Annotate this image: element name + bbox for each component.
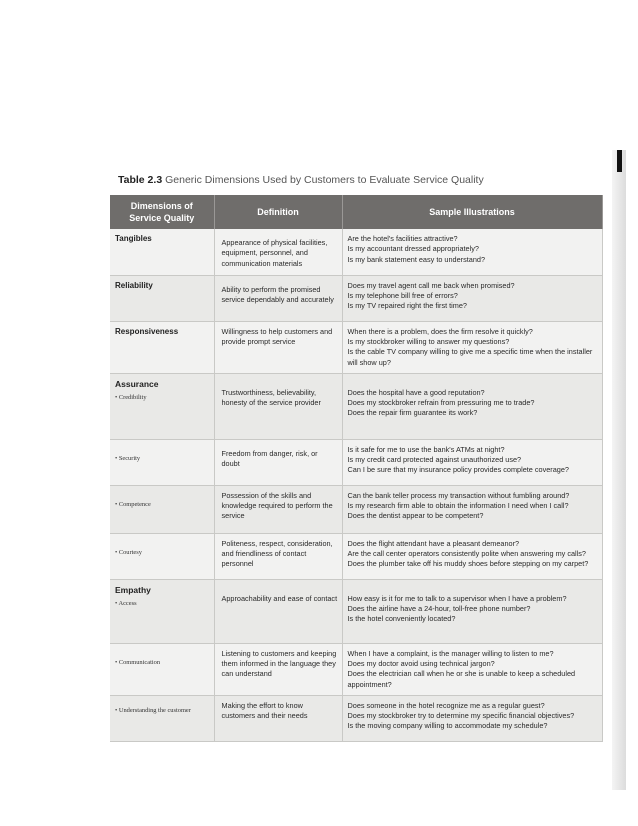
illustrations-cell bbox=[342, 643, 602, 695]
dimension-sub-label: • Communication bbox=[115, 658, 161, 666]
table-header-row bbox=[110, 195, 602, 229]
illustration-item: Is my TV repaired right the first time? bbox=[347, 301, 467, 311]
dimension-label: Reliability bbox=[115, 280, 153, 290]
dimension-label: Responsiveness bbox=[115, 326, 179, 336]
document-page bbox=[108, 174, 610, 742]
illustration-item: Does the flight attendant have a pleasant demeanor? bbox=[347, 538, 520, 548]
table-caption bbox=[118, 174, 610, 186]
dimension-group-label: Empathy bbox=[115, 584, 151, 595]
table-row bbox=[110, 643, 602, 695]
dimension-sub-label: • Understanding the customer bbox=[115, 706, 191, 714]
table-row bbox=[110, 373, 602, 439]
illustration-item: When I have a complaint, is the manager willing to listen to me? bbox=[347, 648, 554, 658]
illustration-item: Are the hotel's facilities attractive? bbox=[347, 234, 458, 243]
illustrations-cell bbox=[342, 695, 602, 741]
illustration-item: Does my stockbroker try to determine my specific financial objectives? bbox=[347, 710, 575, 720]
table-title: Generic Dimensions Used by Customers to Evaluate Service Quality bbox=[165, 174, 484, 186]
illustrations-cell bbox=[342, 439, 602, 485]
dimension-cell bbox=[110, 485, 214, 533]
illustrations-cell bbox=[342, 373, 602, 439]
definition-cell: Appearance of physical facilities, equipment, personnel, and communication materials bbox=[214, 229, 342, 275]
dimension-sub-label: • Security bbox=[115, 454, 141, 462]
definition-cell: Approachability and ease of contact bbox=[214, 579, 342, 643]
illustration-item: Is my credit card protected against unauthorized use? bbox=[347, 454, 522, 464]
definition-cell: Possession of the skills and knowledge required to perform the service bbox=[214, 485, 342, 533]
illustrations-cell bbox=[342, 321, 602, 373]
definition-cell: Freedom from danger, risk, or doubt bbox=[214, 439, 342, 485]
dimension-cell bbox=[110, 643, 214, 695]
table-row bbox=[110, 533, 602, 579]
header-illustrations: Sample Illustrations bbox=[342, 195, 602, 229]
illustration-item: Does the hospital have a good reputation? bbox=[347, 387, 485, 397]
illustration-item: Does my stockbroker refrain from pressuring me to trade? bbox=[347, 397, 535, 407]
illustration-item: Is my research firm able to obtain the information I need when I call? bbox=[347, 500, 569, 510]
illustration-item: Does the repair firm guarantee its work? bbox=[347, 408, 478, 418]
definition-cell: Listening to customers and keeping them informed in the language they can understand bbox=[214, 643, 342, 695]
illustration-item: Does the electrician call when he or she is unable to keep a scheduled appointment? bbox=[347, 669, 576, 689]
table-row bbox=[110, 579, 602, 643]
illustration-item: Is my bank statement easy to understand? bbox=[347, 254, 486, 264]
table-row bbox=[110, 439, 602, 485]
illustrations-cell bbox=[342, 533, 602, 579]
definition-cell: Making the effort to know customers and their needs bbox=[214, 695, 342, 741]
illustration-item: Does the dentist appear to be competent? bbox=[347, 511, 484, 521]
illustration-item: Can the bank teller process my transaction without fumbling around? bbox=[347, 490, 570, 500]
table-row bbox=[110, 695, 602, 741]
illustration-item: Does the airline have a 24-hour, toll-free phone number? bbox=[347, 603, 531, 613]
dimension-group-label: Assurance bbox=[115, 378, 159, 389]
dimension-cell bbox=[110, 533, 214, 579]
dimension-sub-label: • Competence bbox=[115, 500, 151, 508]
dimension-cell bbox=[110, 229, 214, 275]
illustration-item: Is my telephone bill free of errors? bbox=[347, 290, 458, 300]
header-dimensions-line2: Service Quality bbox=[129, 213, 195, 223]
definition-cell: Trustworthiness, believability, honesty of the service provider bbox=[214, 373, 342, 439]
table-row bbox=[110, 229, 602, 275]
illustration-item: Is the moving company willing to accommodate my schedule? bbox=[347, 721, 548, 731]
illustration-item: When there is a problem, does the firm resolve it quickly? bbox=[347, 326, 533, 336]
table-row bbox=[110, 275, 602, 321]
table-number: Table 2.3 bbox=[118, 174, 163, 186]
page-edge-shadow bbox=[612, 150, 626, 790]
illustration-item: Is my accountant dressed appropriately? bbox=[347, 244, 479, 254]
illustration-item: Does my doctor avoid using technical jargon? bbox=[347, 658, 495, 668]
illustration-item: Is the cable TV company willing to give me a specific time when the installer will show up? bbox=[347, 347, 593, 367]
header-definition: Definition bbox=[214, 195, 342, 229]
dimension-sub-label: • Courtesy bbox=[115, 548, 142, 556]
dimension-cell bbox=[110, 275, 214, 321]
definition-cell: Politeness, respect, consideration, and friendliness of contact personnel bbox=[214, 533, 342, 579]
illustration-item: How easy is it for me to talk to a supervisor when I have a problem? bbox=[347, 593, 567, 603]
table-row bbox=[110, 485, 602, 533]
illustrations-cell bbox=[342, 579, 602, 643]
dimension-sub-label: • Access bbox=[115, 599, 137, 607]
dimension-cell bbox=[110, 439, 214, 485]
dimension-cell bbox=[110, 373, 214, 439]
dimension-label: Tangibles bbox=[115, 234, 152, 243]
illustration-item: Can I be sure that my insurance policy provides complete coverage? bbox=[347, 465, 569, 475]
dimension-cell bbox=[110, 695, 214, 741]
illustration-item: Is the hotel conveniently located? bbox=[347, 614, 456, 624]
illustrations-cell bbox=[342, 485, 602, 533]
page-edge-mark bbox=[617, 150, 622, 172]
header-dimensions bbox=[110, 195, 214, 229]
definition-cell: Willingness to help customers and provide prompt service bbox=[214, 321, 342, 373]
illustration-item: Does my travel agent call me back when promised? bbox=[347, 280, 515, 290]
service-quality-table bbox=[110, 195, 603, 742]
definition-cell: Ability to perform the promised service dependably and accurately bbox=[214, 275, 342, 321]
illustrations-cell bbox=[342, 275, 602, 321]
illustration-item: Does the plumber take off his muddy shoes before stepping on my carpet? bbox=[347, 559, 589, 569]
dimension-sub-label: • Credibility bbox=[115, 393, 147, 401]
dimension-cell bbox=[110, 579, 214, 643]
dimension-cell bbox=[110, 321, 214, 373]
illustrations-cell bbox=[342, 229, 602, 275]
illustration-item: Is my stockbroker willing to answer my questions? bbox=[347, 336, 510, 346]
illustration-item: Are the call center operators consistently polite when answering my calls? bbox=[347, 548, 586, 558]
illustration-item: Does someone in the hotel recognize me as a regular guest? bbox=[347, 700, 545, 710]
illustration-item: Is it safe for me to use the bank's ATMs at night? bbox=[347, 444, 505, 454]
header-dimensions-line1: Dimensions of bbox=[130, 201, 193, 211]
table-row bbox=[110, 321, 602, 373]
